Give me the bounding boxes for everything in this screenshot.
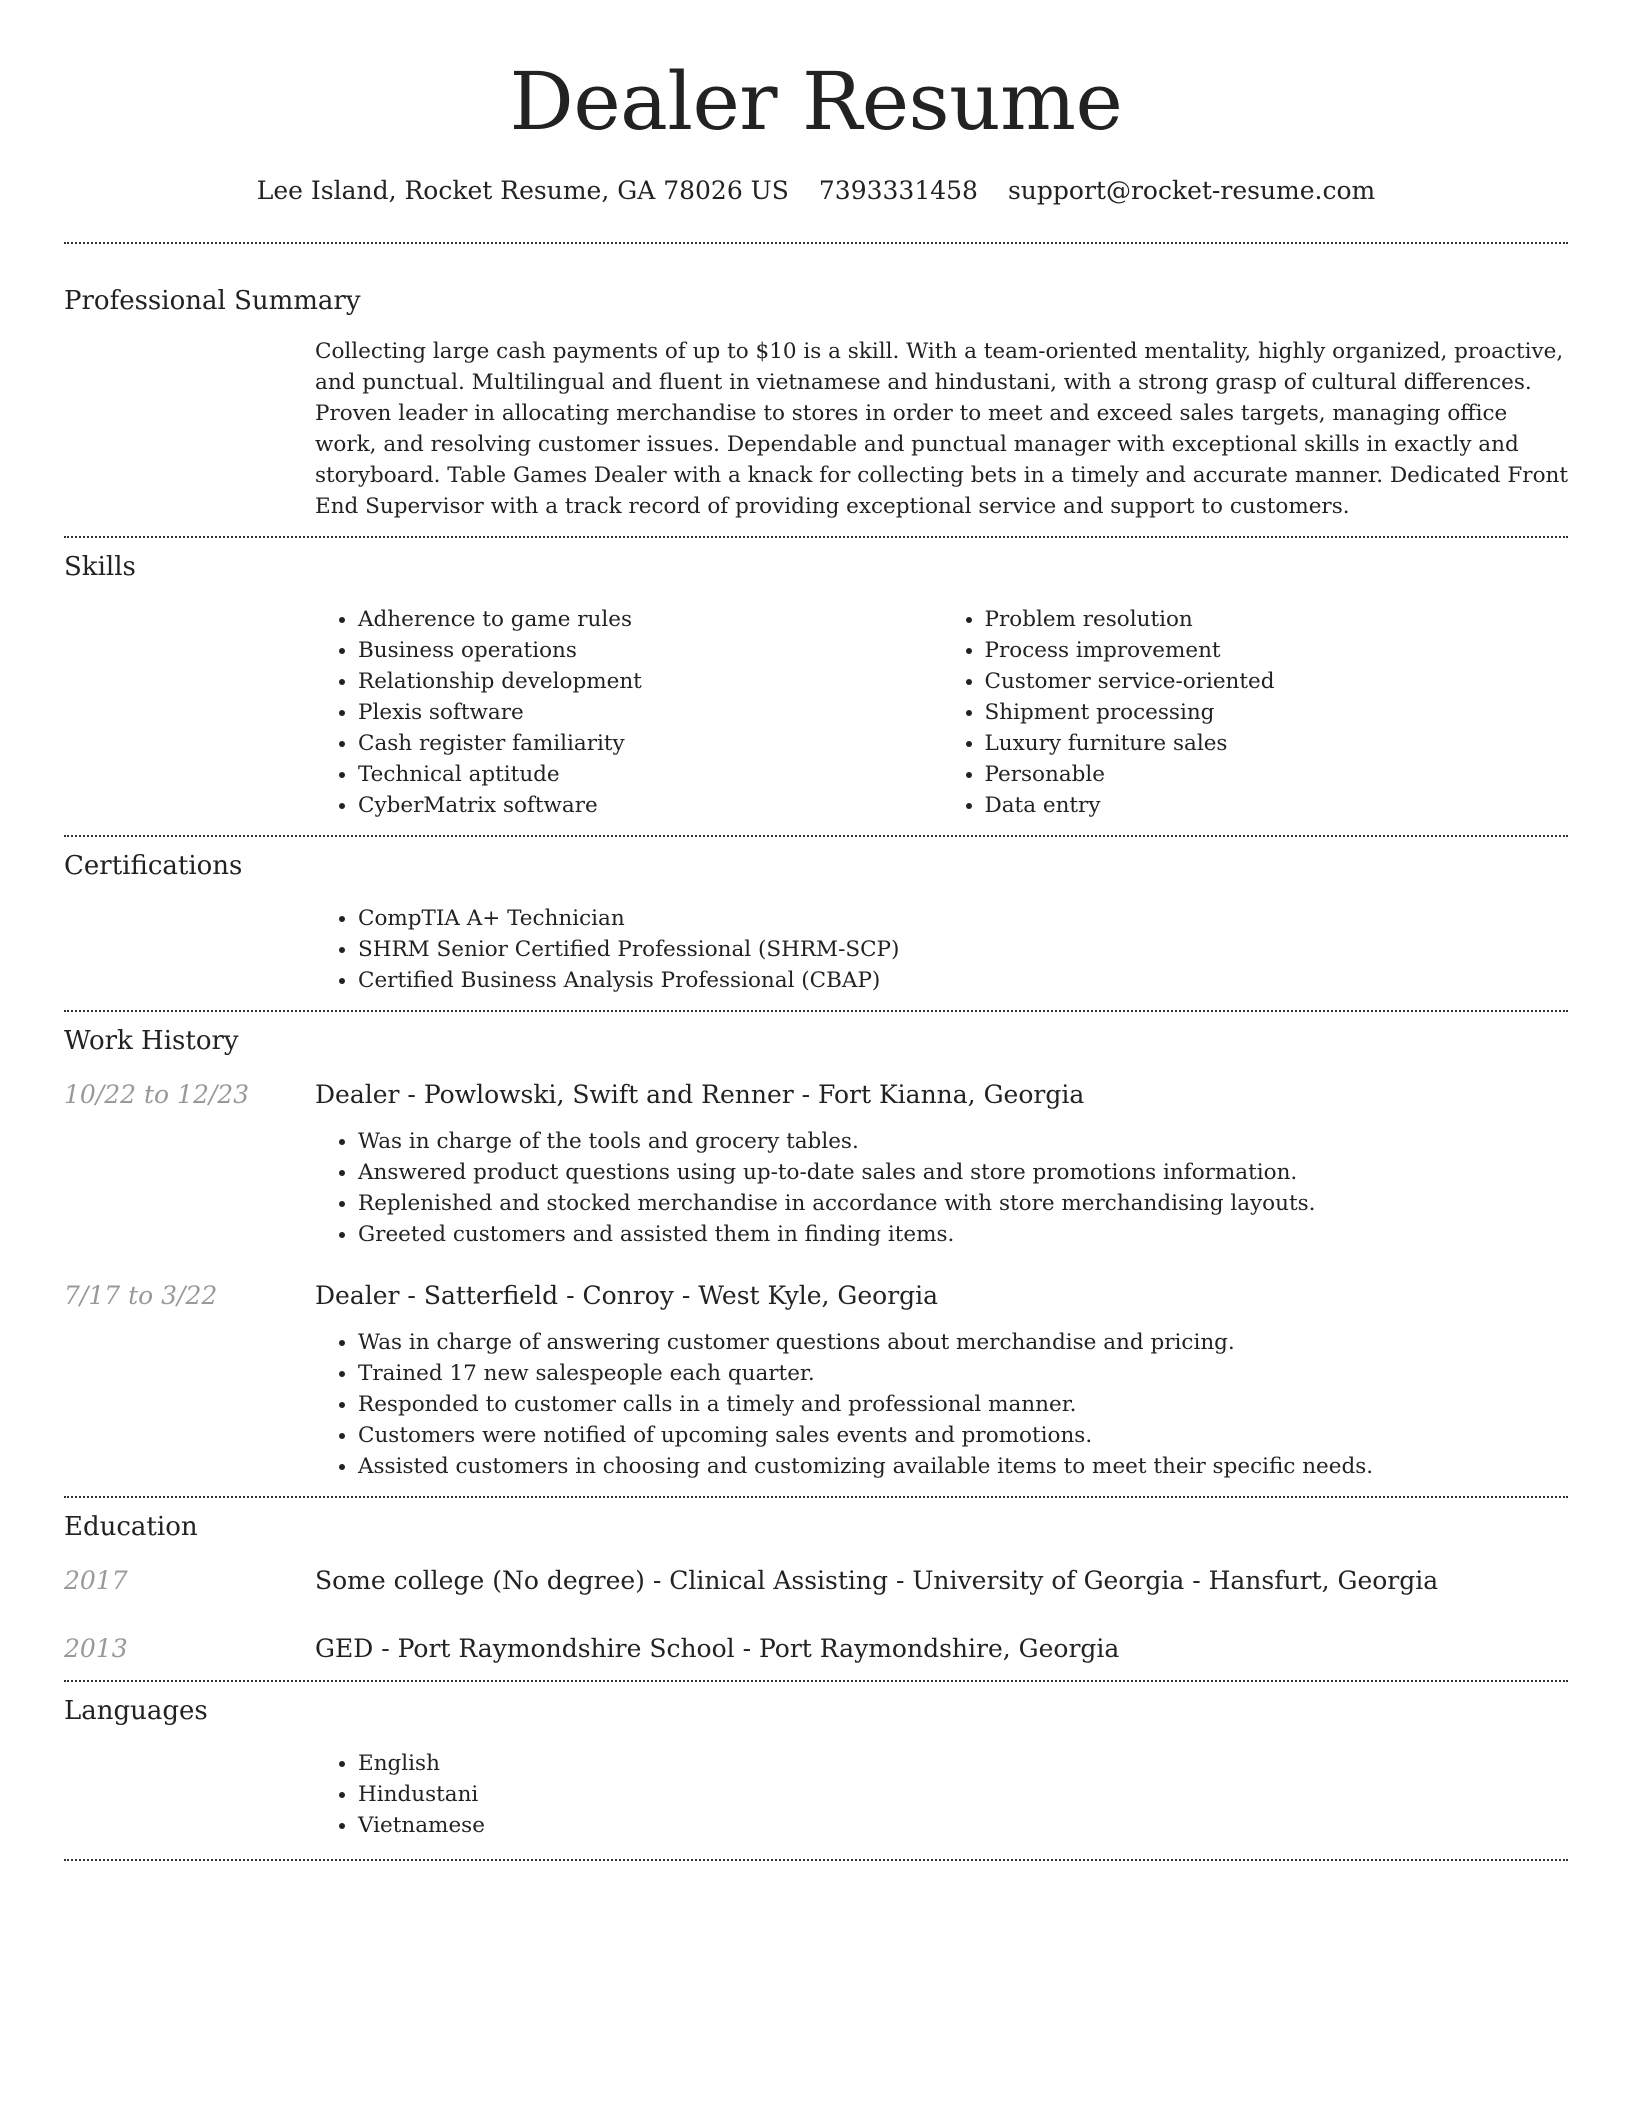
languages-body <box>315 1748 1568 1841</box>
skill-item: • Shipment processing <box>985 697 1569 728</box>
skills-column-left <box>315 604 942 821</box>
certifications-body <box>315 903 1568 996</box>
language-item: • Hindustani <box>358 1779 1568 1810</box>
job-bullet: • Customers were notified of upcoming sales events and promotions. <box>358 1420 1568 1451</box>
job-header <box>64 1279 1568 1313</box>
education-year: 2013 <box>64 1634 128 1663</box>
contact-line <box>64 174 1568 208</box>
summary-heading: Professional Summary <box>64 286 361 316</box>
education-year: 2017 <box>64 1566 128 1595</box>
languages-heading: Languages <box>64 1696 208 1726</box>
resume-page <box>64 0 1568 1861</box>
resume-title: Dealer Resume <box>509 55 1123 148</box>
divider <box>64 1010 1568 1012</box>
job-bullet: • Greeted customers and assisted them in finding items. <box>358 1219 1568 1250</box>
certifications-heading: Certifications <box>64 851 243 881</box>
job-bullet: • Was in charge of the tools and grocery tables. <box>358 1126 1568 1157</box>
job-bullet: • Was in charge of answering customer questions about merchandise and pricing. <box>358 1327 1568 1358</box>
skill-item: • Relationship development <box>358 666 942 697</box>
education-entry <box>64 1632 1568 1666</box>
skill-item: • Customer service-oriented <box>985 666 1569 697</box>
job-bullet: • Replenished and stocked merchandise in accordance with store merchandising layouts. <box>358 1188 1568 1219</box>
skill-item: • Business operations <box>358 635 942 666</box>
job-bullet: • Answered product questions using up-to-date sales and store promotions information. <box>358 1157 1568 1188</box>
job-dates: 7/17 to 3/22 <box>64 1281 218 1310</box>
education-title: GED - Port Raymondshire School - Port Raymondshire, Georgia <box>315 1634 1120 1663</box>
job-header <box>64 1078 1568 1112</box>
contact-phone: 7393331458 <box>818 176 978 205</box>
education-heading: Education <box>64 1512 198 1542</box>
certification-item: • Certified Business Analysis Professional (CBAP) <box>358 965 1568 996</box>
certifications-section <box>64 849 1568 996</box>
skill-item: • Technical aptitude <box>358 759 942 790</box>
skills-section <box>64 550 1568 821</box>
contact-address: Lee Island, Rocket Resume, GA 78026 US <box>256 176 789 205</box>
certification-item: • SHRM Senior Certified Professional (SHRM-SCP) <box>358 934 1568 965</box>
certifications-list <box>315 903 1568 996</box>
job-body <box>315 1327 1568 1482</box>
job-bullet: • Assisted customers in choosing and customizing available items to meet their specific needs. <box>358 1451 1568 1482</box>
certification-item: • CompTIA A+ Technician <box>358 903 1568 934</box>
skills-heading: Skills <box>64 552 136 582</box>
job-entry <box>64 1078 1568 1250</box>
skill-item: • Cash register familiarity <box>358 728 942 759</box>
work-history-section <box>64 1024 1568 1482</box>
divider <box>64 536 1568 538</box>
job-entry <box>64 1279 1568 1482</box>
skill-item: • Problem resolution <box>985 604 1569 635</box>
skill-item: • Adherence to game rules <box>358 604 942 635</box>
summary-section <box>64 284 1568 522</box>
language-item: • Vietnamese <box>358 1810 1568 1841</box>
skill-item: • Personable <box>985 759 1569 790</box>
languages-list <box>315 1748 1568 1841</box>
contact-email: support@rocket-resume.com <box>1007 176 1376 205</box>
job-bullet: • Trained 17 new salespeople each quarter. <box>358 1358 1568 1389</box>
divider <box>64 835 1568 837</box>
skills-list <box>315 604 1568 821</box>
job-body <box>315 1126 1568 1250</box>
education-entry <box>64 1564 1568 1598</box>
skill-item: • Data entry <box>985 790 1569 821</box>
job-title: Dealer - Powlowski, Swift and Renner - Fort Kianna, Georgia <box>315 1080 1085 1109</box>
summary-text: Collecting large cash payments of up to $10 is a skill. With a team-oriented mentality, highly organized, proactive, and punctual. Multilingual and fluent in vietnamese and hindustani, with a strong grasp of cultural differences. Proven leader in allocating merchandise to stores in order to meet and exceed sales targets, managing office work, and resolving customer issues. Dependable and punctual manager with exceptional skills in exactly and storyboard. Table Games Dealer with a knack for collecting bets in a timely and accurate manner. Dedicated Front End Supervisor with a track record of providing exceptional service and support to customers. <box>315 339 1568 519</box>
job-dates: 10/22 to 12/23 <box>64 1080 250 1109</box>
job-bullets <box>315 1327 1568 1482</box>
job-bullets <box>315 1126 1568 1250</box>
work-history-heading: Work History <box>64 1026 239 1056</box>
skill-item: • Plexis software <box>358 697 942 728</box>
divider <box>64 1680 1568 1682</box>
education-title: Some college (No degree) - Clinical Assisting - University of Georgia - Hansfurt, Georgia <box>315 1566 1439 1595</box>
skill-item: • Luxury furniture sales <box>985 728 1569 759</box>
skills-column-right <box>942 604 1569 821</box>
languages-section <box>64 1694 1568 1841</box>
language-item: • English <box>358 1748 1568 1779</box>
skill-item: • Process improvement <box>985 635 1569 666</box>
divider <box>64 1859 1568 1861</box>
job-title: Dealer - Satterfield - Conroy - West Kyle, Georgia <box>315 1281 939 1310</box>
skill-item: • CyberMatrix software <box>358 790 942 821</box>
education-section <box>64 1510 1568 1666</box>
divider <box>64 1496 1568 1498</box>
job-bullet: • Responded to customer calls in a timely and professional manner. <box>358 1389 1568 1420</box>
divider <box>64 242 1568 244</box>
